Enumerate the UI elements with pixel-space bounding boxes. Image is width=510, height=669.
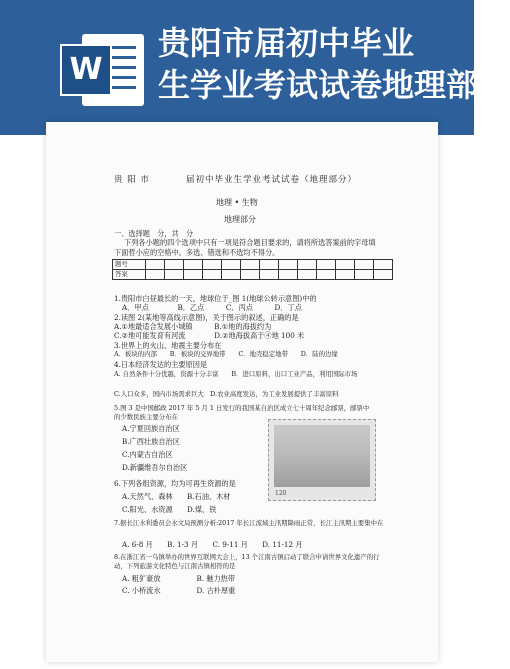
document-page [46,122,438,662]
question-line: A.宁夏回族自治区 [122,424,180,433]
part1-heading: 一、选择题 分，共 分 [114,229,194,238]
commemorative-stamp-image [268,419,376,501]
instruction-line2: 下面哲小应的空格中。多选、错选和不选均不得分。 [114,248,280,257]
subject-title: 地理 • 生物 [216,198,258,207]
question-line: C. 小桥流水 D. 古朴厚重 [122,586,236,595]
stamp-picture [274,425,370,487]
question-line: A. 自然条件十分优越，资源十分丰富 B．进口原料，出口工业产品，利用国际市场 [114,370,358,378]
question-line: 2.读图 2(某地等高线示意图)，关于图示的叙述，正确的是 [114,313,299,322]
word-document-icon [60,30,144,110]
question-line: 5.图 3 是中国邮政 2017 年 5 月 1 日发行的我国某自治区成立七十周年纪念邮票，邮票中的少数民族主要分布在 [114,404,370,421]
question-line: C.内蒙古自治区 [122,450,173,459]
answer-table [112,259,393,280]
banner-title-line1: 贵阳市届初中毕业 [158,24,415,62]
question-line: A.天然气、森林 B.石油、木材 [122,492,231,501]
question-line: 3.世界上的火山、地震主要分布在 [114,341,222,350]
word-letter: W [60,44,112,96]
question-line: 7.据长江水利委员会水文局预测分析:2017 年长江流域主汛期降雨正常，长江主汛期主要集中在 [114,519,384,527]
doc-header-right: 届初中毕业生学业考试试卷（地理部分） [186,175,358,185]
question-line: C.阳光、水资源 D.煤、铁 [122,505,217,514]
question-line: A．板块的内部 B．板块的交界地带 C．地壳稳定地带 D．陆的边缘 [114,350,338,358]
question-line: A．甲点 B．乙点 C．丙点 D．丁点 [122,303,302,312]
banner-title [158,22,510,106]
banner-title-line2: 生学业考试试卷地理部分 [158,66,510,104]
question-line: A.①地最适合发展小城镇 B.①地的海拔约为 [114,322,272,331]
question-line: C.②地可能发育有河流 D.②地海拔高于④地 100 米 [114,331,305,340]
instruction-line1: 下列各小题的四个选项中只有一项是符合题目要求的，请将所选答案前的字母填 [124,238,376,247]
question-line: 6.下列各组资源，均为可再生资源的是 [114,479,236,488]
question-line: D.新疆维吾尔自治区 [122,463,188,472]
question-line: 4.日本经济发达的主要原因是 [114,360,208,369]
section-title: 地理部分 [224,215,256,224]
table-label-question: 题号 [113,260,146,270]
question-line: B.广西壮族自治区 [122,437,180,446]
question-line: 8.在浙江省一乌镇举办的世界互联网大会上，13 个江南古镇启动了联合申请世界文化遗产的行动，下列旅游文化特色与江南古镇相符的是 [114,553,380,570]
title-banner [0,0,510,135]
table-label-answer: 答案 [113,270,146,280]
question-line: A. 粗犷豪放 B. 魅力热带 [122,574,236,583]
doc-header-left: 贵 阳 市 [114,175,150,185]
question-line: A. 6-8 月 B. 1-3 月 C. 9-11 月 D. 11-12 月 [122,540,303,549]
stamp-value: 120 [275,490,287,497]
question-line: 1.贵阳市白昼最长的一天，地球位于_图 1(地球公转示意图)中的 [114,294,317,303]
question-line: C.人口众多，国内市场需求巨大 D.农业高度发达，为工业发展提供了丰富原料 [114,390,339,398]
